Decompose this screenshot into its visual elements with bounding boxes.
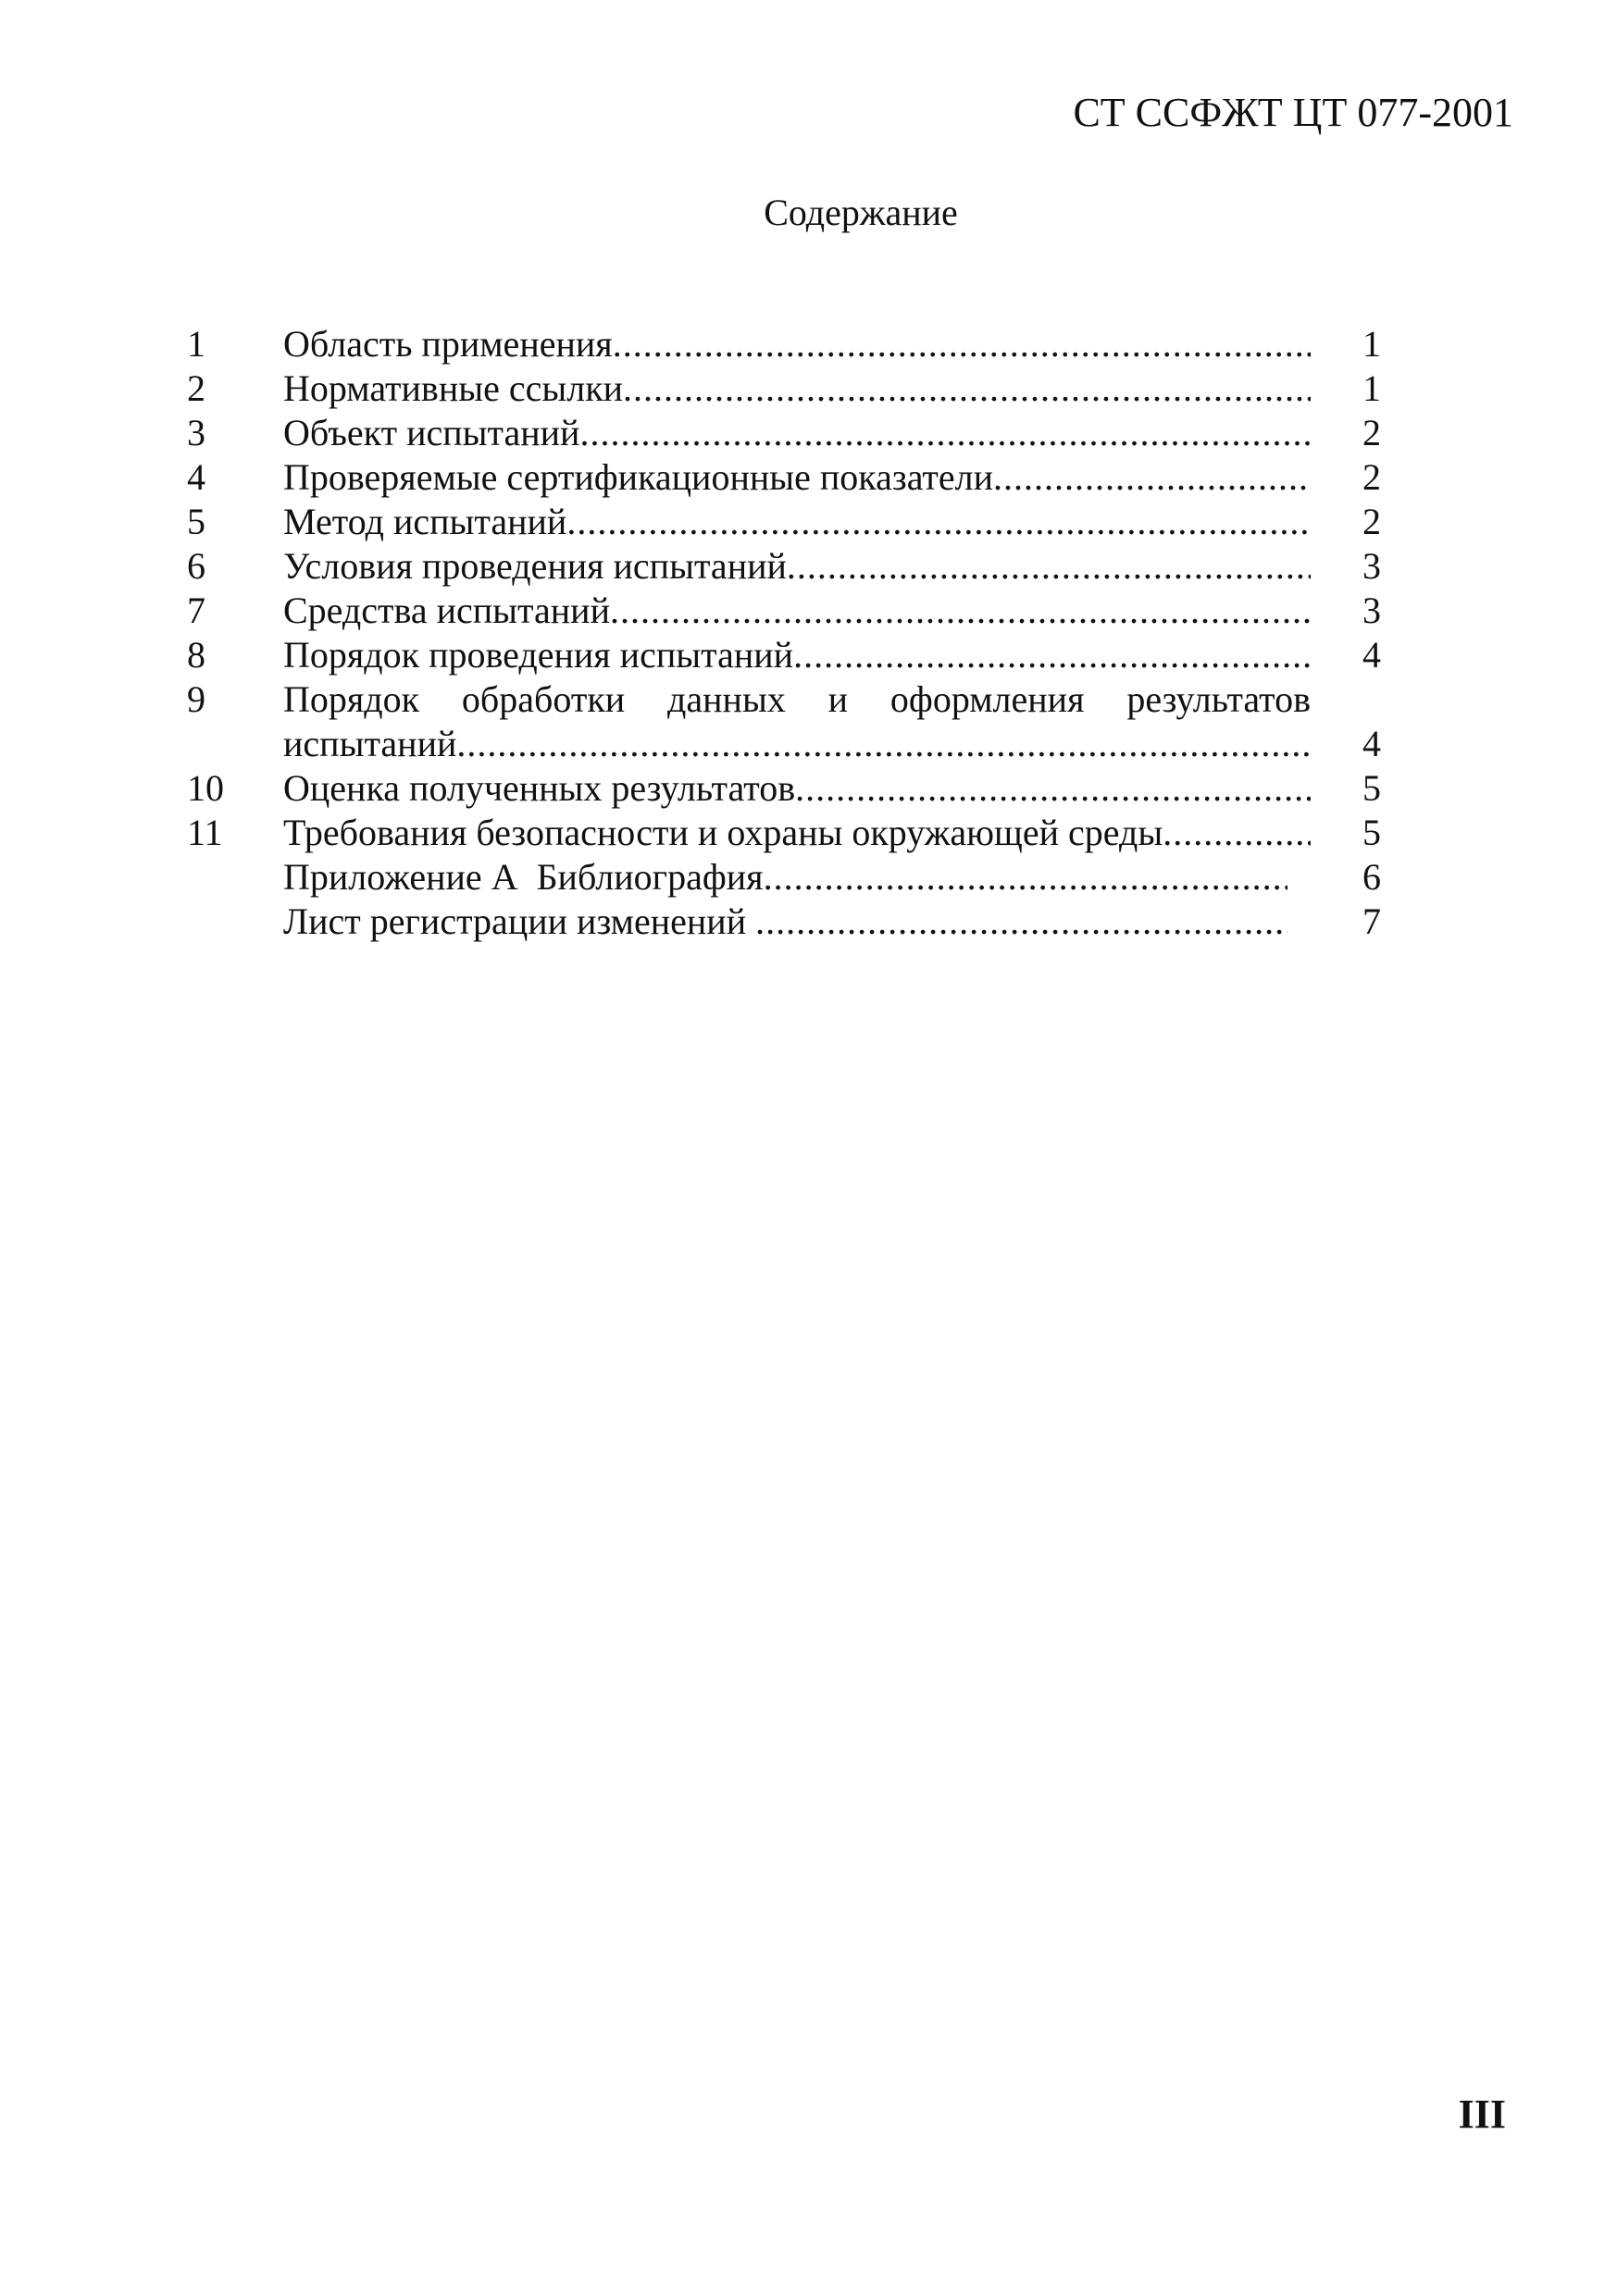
dot-leader	[1163, 811, 1311, 855]
toc-entry-number: 5	[187, 501, 205, 542]
toc-entry-number: 6	[187, 545, 205, 587]
toc-entry-page: 2	[1362, 456, 1381, 498]
toc-entry-page: 6	[1362, 856, 1381, 898]
toc-entry-number: 4	[187, 456, 205, 498]
toc-entry-number: 3	[187, 412, 205, 453]
toc-entry-page: 1	[1362, 323, 1381, 365]
dot-leader	[787, 544, 1311, 589]
toc-entry-page: 5	[1362, 767, 1381, 809]
toc-entry-title: Приложение А Библиография	[283, 856, 764, 898]
toc-entry-number: 11	[187, 812, 223, 853]
document-code: СТ ССФЖТ ЦТ 077-2001	[1073, 90, 1513, 135]
toc-entry[interactable]	[187, 811, 1399, 855]
toc-entry-page: 3	[1362, 545, 1381, 587]
toc-entry-number: 2	[187, 367, 205, 409]
toc-entry-page: 1	[1362, 367, 1381, 409]
toc-entry[interactable]	[187, 766, 1399, 811]
toc-entry-change-log[interactable]	[187, 900, 1399, 944]
toc-entry-page: 4	[1362, 634, 1381, 676]
toc-entry-page: 2	[1362, 501, 1381, 542]
toc-entry[interactable]	[187, 366, 1399, 411]
toc-entry-title: Метод испытаний	[283, 501, 567, 542]
toc-entry-page: 7	[1362, 900, 1381, 942]
toc-entry-title: Оценка полученных результатов	[283, 767, 796, 809]
toc-entry[interactable]	[187, 544, 1399, 589]
toc-entry[interactable]	[187, 677, 1399, 766]
toc-entry[interactable]	[187, 500, 1399, 544]
toc-entry-page: 3	[1362, 590, 1381, 631]
toc-entry-title: Условия проведения испытаний	[283, 545, 787, 587]
dot-leader	[795, 766, 1311, 811]
toc-entry[interactable]	[187, 589, 1399, 633]
toc-entry-title: Лист регистрации изменений	[283, 900, 756, 942]
toc-entry[interactable]	[187, 322, 1399, 366]
dot-leader	[623, 366, 1311, 411]
toc-entry-number: 8	[187, 634, 205, 676]
toc-entry-title: Объект испытаний	[283, 412, 580, 453]
toc-entry-number: 10	[187, 767, 224, 809]
dot-leader	[579, 411, 1311, 455]
toc-entry-title: Проверяемые сертификационные показатели	[283, 456, 994, 498]
toc-entry-title: Нормативные ссылки	[283, 367, 624, 409]
toc-entry[interactable]	[187, 633, 1399, 677]
dot-leader	[764, 855, 1287, 900]
toc-entry-appendix[interactable]	[187, 855, 1399, 900]
toc-entry-page: 2	[1362, 412, 1381, 453]
toc-entry-page: 5	[1362, 812, 1381, 853]
toc-entry-title: Средства испытаний	[283, 590, 610, 631]
toc-entry-number: 9	[187, 678, 205, 720]
toc-entry-title: Порядок проведения испытаний	[283, 634, 794, 676]
toc-entry-title: Требования безопасности и охраны окружающей среды	[283, 812, 1163, 853]
toc-entry-title-line1: Порядок обработки данных и оформления результатов	[283, 678, 1311, 720]
toc-entry-title-line2: испытаний	[283, 723, 457, 764]
dot-leader	[613, 322, 1311, 366]
page-number: III	[1458, 2091, 1506, 2137]
dot-leader	[456, 722, 1311, 766]
dot-leader	[610, 589, 1311, 633]
dot-leader	[993, 455, 1311, 500]
toc-title: Содержание	[764, 192, 958, 233]
toc-entry-number: 1	[187, 323, 205, 365]
dot-leader	[566, 500, 1311, 544]
dot-leader	[793, 633, 1311, 677]
dot-leader	[755, 900, 1287, 944]
table-of-contents	[187, 322, 1399, 944]
toc-entry[interactable]	[187, 411, 1399, 455]
toc-entry[interactable]	[187, 455, 1399, 500]
toc-entry-page: 4	[1362, 723, 1381, 764]
toc-entry-title: Область применения	[283, 323, 613, 365]
toc-entry-number: 7	[187, 590, 205, 631]
